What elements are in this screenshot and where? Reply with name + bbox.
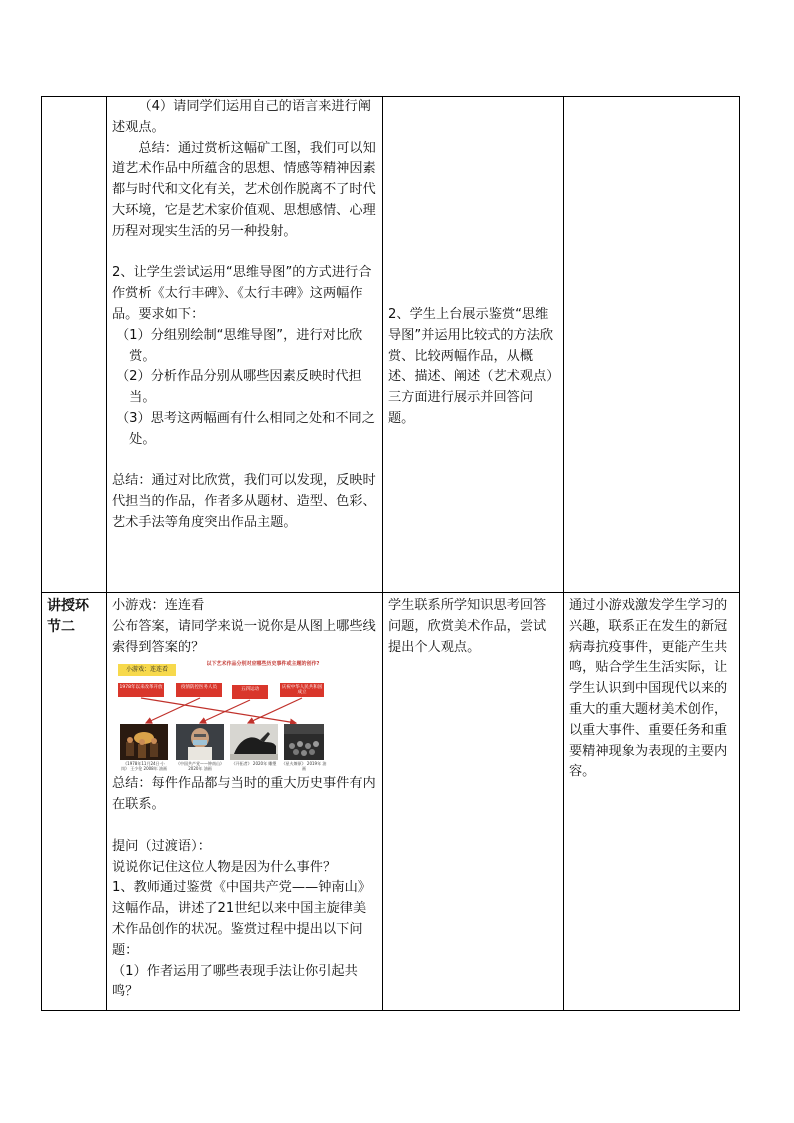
student-activity-cell: [383, 593, 564, 1011]
event-box: 1978年以来改革开放: [118, 683, 164, 697]
summary-paragraph: 总结：每件作品都与当时的重大历史事件有内在联系。: [112, 776, 376, 813]
game-tag: 小游戏：连连看: [118, 664, 176, 676]
stage-cell: [42, 97, 107, 593]
summary-paragraph: 总结：通过对比欣赏，我们可以发现，反映时代担当的作品，作者多从题材、造型、色彩、艺术手法等角度突出作品主题。: [112, 473, 376, 530]
game-question: 以下艺术作品分别对应哪些历史事件或主题的创作?: [206, 661, 320, 668]
paragraph: （4）请同学们运用自己的语言来进行阐述观点。: [112, 99, 371, 135]
stage-label: 讲授环节二: [42, 593, 107, 1011]
arrow: [146, 698, 200, 723]
paragraph: 1、教师通过鉴赏《中国共产党——钟南山》这幅作品，讲述了21世纪以来中国主旋律美术作品创作的状况。鉴赏过程中提出以下问题：: [112, 880, 371, 958]
artwork-thumbnail: [230, 724, 278, 760]
paragraph: 2、学生上台展示鉴赏“思维导图”并运用比较式的方法欣赏、比较两幅作品，从概述、描述、阐述（艺术观点）三方面进行展示并回答问题。: [388, 307, 554, 426]
matching-arrows: [116, 661, 326, 731]
table-row: [42, 593, 740, 1011]
arrow: [200, 700, 250, 723]
summary-paragraph: 总结：通过赏析这幅矿工图，我们可以知道艺术作品中所蕴含的思想、情感等精神因素都与时代和文化有关，艺术创作脱离不了时代大环境，它是艺术家价值观、思想感情、心理历程对现实生活的另一种投射。: [112, 140, 376, 239]
design-intent-cell: [564, 97, 740, 593]
matching-game-figure: [116, 661, 326, 771]
event-box: 五四运动: [232, 685, 268, 699]
paragraph: 学生联系所学知识思考回答问题，欣赏美术作品，尝试提出个人观点。: [388, 598, 547, 655]
spacer: [112, 816, 377, 837]
design-intent-cell: [564, 593, 740, 1011]
task-paragraph: 2、让学生尝试运用“思维导图”的方式进行合作赏析《太行丰碑》、《太行丰碑》这两幅作品。要求如下：: [112, 265, 372, 322]
paragraph: 说说你记住这位人物是因为什么事件？: [112, 859, 337, 875]
artwork-thumbnail: [284, 724, 324, 760]
requirement-item: （3）思考这两幅画有什么相同之处和不同之处。: [115, 410, 375, 447]
artwork-thumbnail: [176, 724, 224, 760]
artwork-caption: 《开拓者》 2020年 雕塑: [231, 761, 277, 767]
paragraph: 提问（过渡语）：: [112, 838, 211, 854]
table-row: [42, 97, 740, 593]
lesson-plan-table: [41, 96, 740, 1011]
requirement-item: （2）分析作品分别从哪些因素反映时代担当。: [115, 369, 362, 406]
artwork-caption: 《星火燎原》 2019年 油画: [281, 761, 327, 771]
spacer: [112, 451, 377, 472]
event-box: 庆祝中华人民共和国成立: [281, 685, 323, 696]
requirement-item: （1）分组别绘制“思维导图”，进行对比欣赏。: [115, 327, 363, 364]
game-title: 小游戏：连连看: [112, 598, 205, 613]
arrow: [141, 698, 296, 723]
artwork-thumbnail: [120, 724, 168, 760]
teacher-activity-cell: [107, 97, 383, 593]
artwork-caption: 《中国共产党——钟南山》 2020年 油画: [176, 761, 224, 771]
paragraph: 通过小游戏激发学生学习的兴趣，联系正在发生的新冠病毒抗疫事件，更能产生共鸣，贴合学生生活实际，让学生认识到中国现代以来的重大的重大题材美术创作，以重大事件、重要任务和重要精神现象为表现的主要内容。: [569, 598, 728, 780]
student-activity-cell: [383, 97, 564, 593]
spacer: [112, 243, 377, 264]
paragraph: 公布答案，请同学来说一说你是从图上哪些线索得到答案的？: [112, 618, 376, 655]
question-item: （1）作者运用了哪些表现手法让你引起共鸣？: [112, 963, 358, 1000]
event-box: 疫情防控医务人员: [176, 683, 222, 697]
teacher-activity-cell: [107, 593, 383, 1011]
spacer: [388, 97, 558, 305]
artwork-caption: 《1978年11月24日·小岗》 王少伦 2008年 油画: [121, 761, 167, 771]
